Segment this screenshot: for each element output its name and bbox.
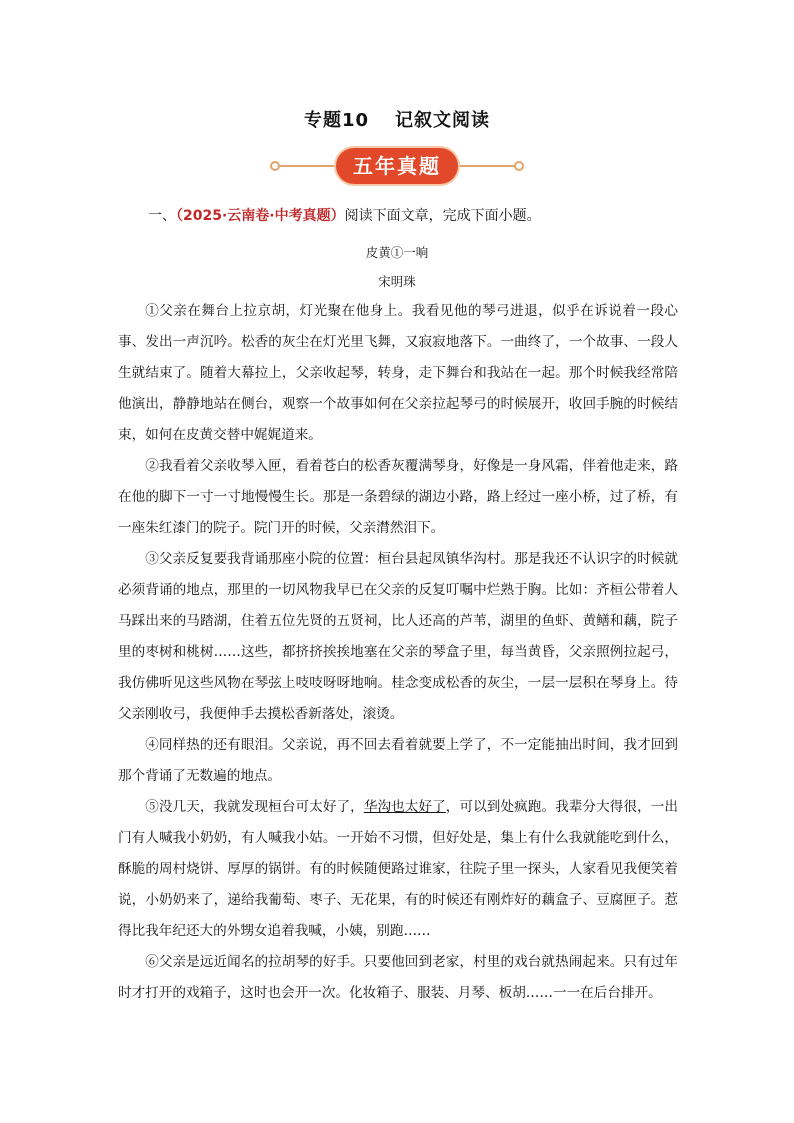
- passage-body: [118, 296, 678, 1009]
- banner-label: 五年真题: [336, 148, 458, 184]
- ornament-dot-icon: [270, 161, 280, 171]
- banner-right-line: [458, 165, 516, 167]
- passage-author: 宋明珠: [378, 274, 416, 289]
- ornament-swirl-icon: ~: [469, 159, 480, 173]
- underlined-phrase: 华沟也太好了: [363, 799, 446, 815]
- ornament-swirl-icon: ~: [314, 159, 325, 173]
- page-title: [0, 106, 794, 132]
- ornament-dot-icon: [514, 161, 524, 171]
- topic-number: 专题10: [303, 110, 370, 131]
- question-instruction: 阅读下面文章，完成下面小题。: [344, 208, 541, 224]
- paragraph-2: ②我看着父亲收琴入匣，看着苍白的松香灰覆满琴身，好像是一身风霜，伴着他走来，路在他的脚下一寸一寸地慢慢生长。那是一条碧绿的湖边小路，路上经过一座小桥，过了桥，有一座朱红漆门的院子。院门开的时候，父亲潸然泪下。: [118, 458, 678, 536]
- question-heading: [148, 205, 541, 225]
- paragraph-5-after: ，可以到处疯跑。我辈分大得很，一出门有人喊我小奶奶，有人喊我小姑。一开始不习惯，但好处是，集上有什么我就能吃到什么，酥脆的周村烧饼、厚厚的锅饼。有的时候随便路过谁家，往院子里一探头，人家看见我便笑着说，小奶奶来了，递给我葡萄、枣子、无花果，有的时候还有刚炸好的藕盒子、豆腐匣子。惹得比我年纪还大的外甥女追着我喊，小姨，别跑……: [118, 799, 679, 939]
- paragraph-4: ④同样热的还有眼泪。父亲说，再不回去看着就要上学了，不一定能抽出时间，我才回到那个背诵了无数遍的地点。: [118, 737, 678, 784]
- paragraph-5: [118, 792, 678, 947]
- passage-title: 皮黄①一响: [365, 245, 429, 260]
- paragraph-6: ⑥父亲是远近闻名的拉胡琴的好手。只要他回到老家，村里的戏台就热闹起来。只有过年时才打开的戏箱子，这时也会开一次。化妆箱子、服装、月琴、板胡……一一在后台排开。: [118, 954, 678, 1001]
- question-source: （2025·云南卷·中考真题）: [176, 208, 345, 224]
- banner-left-line: [278, 165, 336, 167]
- question-number: 一、: [148, 208, 176, 224]
- paragraph-5-before: ⑤没几天，我就发现桓台可太好了，: [145, 799, 364, 815]
- paragraph-3: ③父亲反复要我背诵那座小院的位置：桓台县起凤镇华沟村。那是我还不认识字的时候就必须背诵的地点，那里的一切风物我早已在父亲的反复叮嘱中烂熟于胸。比如：齐桓公带着人马踩出来的马踏湖，住着五位先贤的五贤祠，比人还高的芦苇，湖里的鱼虾、黄鳝和藕，院子里的枣树和桃树……这些，都挤挤挨挨地塞在父亲的琴盒子里，每当黄昏，父亲照例拉起弓，我仿佛听见这些风物在琴弦上吱吱呀呀地响。桂念变成松香的灰尘，一层一层积在琴身上。待父亲刚收弓，我便伸手去摸松香新落处，滚烫。: [118, 551, 678, 722]
- section-banner: [270, 148, 524, 184]
- topic-title: 记叙文阅读: [395, 110, 491, 131]
- paragraph-1: ①父亲在舞台上拉京胡，灯光聚在他身上。我看见他的琴弓进退，似乎在诉说着一段心事、发出一声沉吟。松香的灰尘在灯光里飞舞，又寂寂地落下。一曲终了，一个故事、一段人生就结束了。随着大幕拉上，父亲收起琴，转身，走下舞台和我站在一起。那个时候我经常陪他演出，静静地站在侧台，观察一个故事如何在父亲拉起琴弓的时候展开，收回手腕的时候结束，如何在皮黄交替中娓娓道来。: [118, 303, 678, 443]
